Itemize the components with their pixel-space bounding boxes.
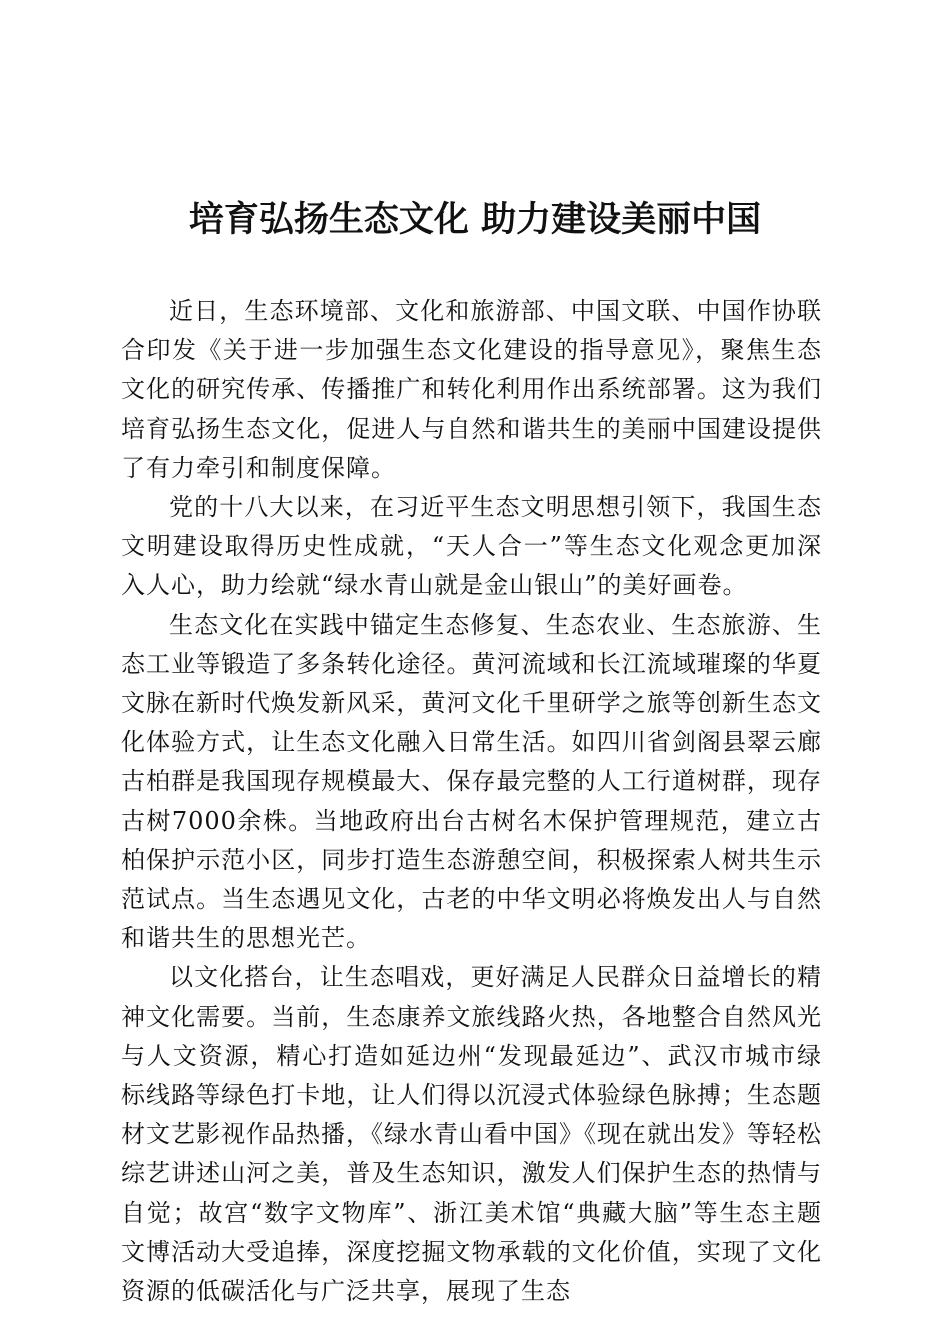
paragraph-4: 以文化搭台，让生态唱戏，更好满足人民群众日益增长的精神文化需要。当前，生态康养文旅线路火热，各地整合自然风光与人文资源，精心打造如延边州“发现最延边”、武汉市城市绿标线路等绿色打卡地，让人们得以沉浸式体验绿色脉搏；生态题材文艺影视作品热播，《绿水青山看中国》《现在就出发》等轻松综艺讲述山河之美，普及生态知识，激发人们保护生态的热情与自觉；故宫“数字文物库”、浙江美术馆“典藏大脑”等生态主题文博活动大受追捧，深度挖掘文物承载的文化价值，实现了文化资源的低碳活化与广泛共享，展现了生态 bbox=[121, 963, 822, 1306]
paragraph-2: 党的十八大以来，在习近平生态文明思想引领下，我国生态文明建设取得历史性成就，“天人合一”等生态文化观念更加深入人心，助力绘就“绿水青山就是金山银山”的美好画卷。 bbox=[121, 493, 822, 600]
paragraph-3: 生态文化在实践中锚定生态修复、生态农业、生态旅游、生态工业等锻造了多条转化途径。黄河流域和长江流域璀璨的华夏文脉在新时代焕发新风采，黄河文化千里研学之旅等创新生态文化体验方式，让生态文化融入日常生活。如四川省剑阁县翠云廊古柏群是我国现存规模最大、保存最完整的人工行道树群，现存古树7000余株。当地政府出台古树名木保护管理规范，建立古柏保护示范小区，同步打造生态游憩空间，积极探索人树共生示范试点。当生态遇见文化，古老的中华文明必将焕发出人与自然和谐共生的思想光芒。 bbox=[121, 610, 822, 953]
article-title: 培育弘扬生态文化 助力建设美丽中国 bbox=[188, 199, 762, 240]
article-body bbox=[121, 292, 822, 1311]
paragraph-1: 近日，生态环境部、文化和旅游部、中国文联、中国作协联合印发《关于进一步加强生态文化建设的指导意见》，聚焦生态文化的研究传承、传播推广和转化利用作出系统部署。这为我们培育弘扬生态文化，促进人与自然和谐共生的美丽中国建设提供了有力牵引和制度保障。 bbox=[121, 297, 822, 482]
